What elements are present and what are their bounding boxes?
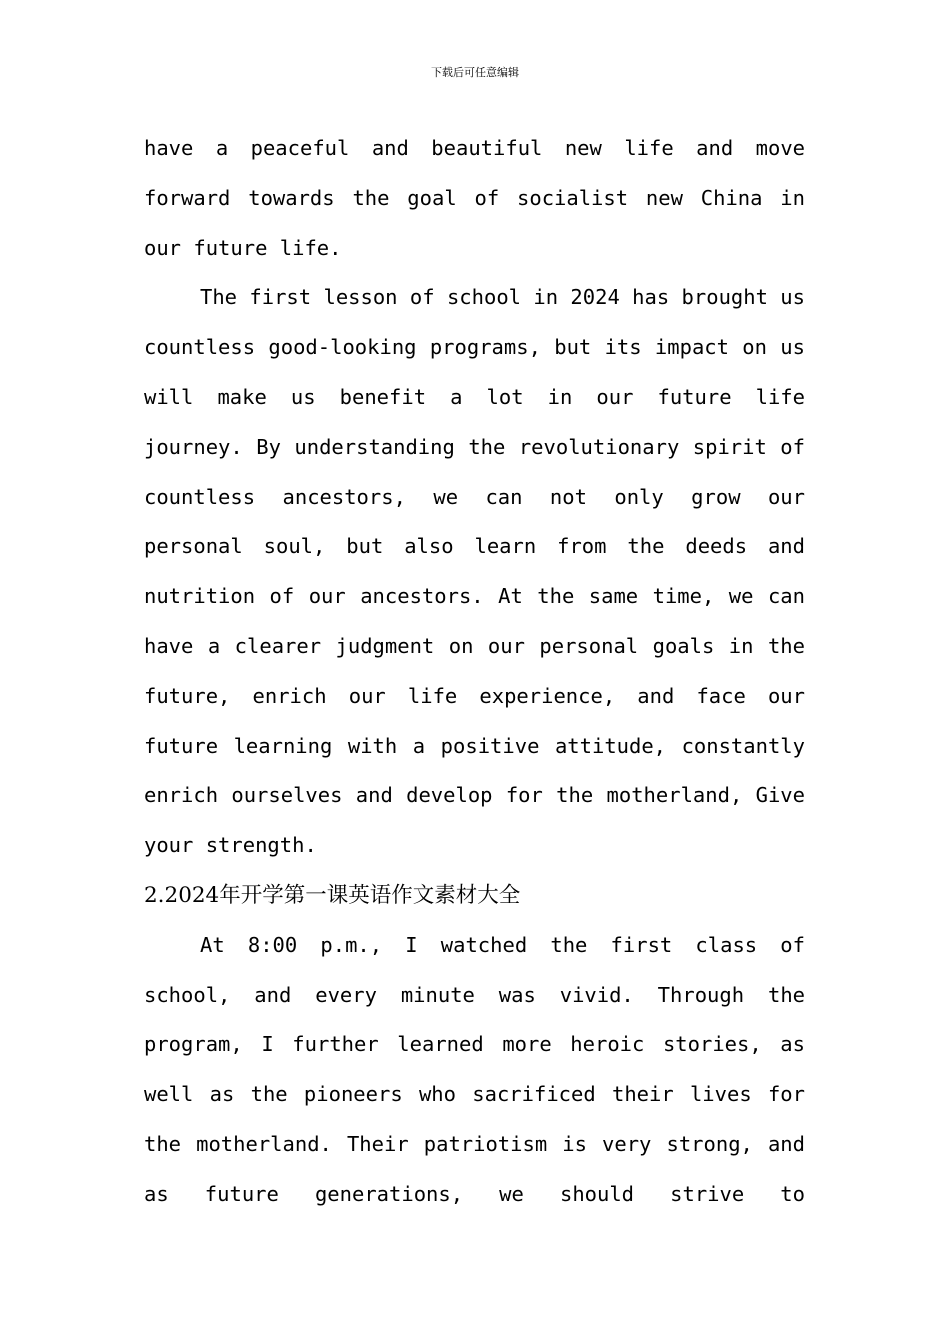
- paragraph-continuation: have a peaceful and beautiful new life and move forward towards the goal of socialist new China in our future life.: [144, 136, 805, 260]
- document-body: [144, 124, 805, 1220]
- paragraph-watched-class: At 8:00 p.m., I watched the first class of school, and every minute was vivid. Through the program, I further learned more heroic stories, as well as the pioneers who sacrificed their lives for the motherland. Their patriotism is very strong, and as future generations, we should strive to: [144, 932, 805, 1206]
- section-heading: 2.2024年开学第一课英语作文素材大全: [144, 882, 521, 908]
- paragraph-first-lesson: The first lesson of school in 2024 has brought us countless good-looking programs, but its impact on us will make us benefit a lot in our future life journey. By understanding the revolutionary spirit of countless ancestors, we can not only grow our personal soul, but also learn from the deeds and nutrition of our ancestors. At the same time, we can have a clearer judgment on our personal goals in the future, enrich our life experience, and face our future learning with a positive attitude, constantly enrich ourselves and develop for the motherland, Give your strength.: [144, 285, 805, 858]
- page-header: 下载后可任意编辑: [431, 66, 519, 79]
